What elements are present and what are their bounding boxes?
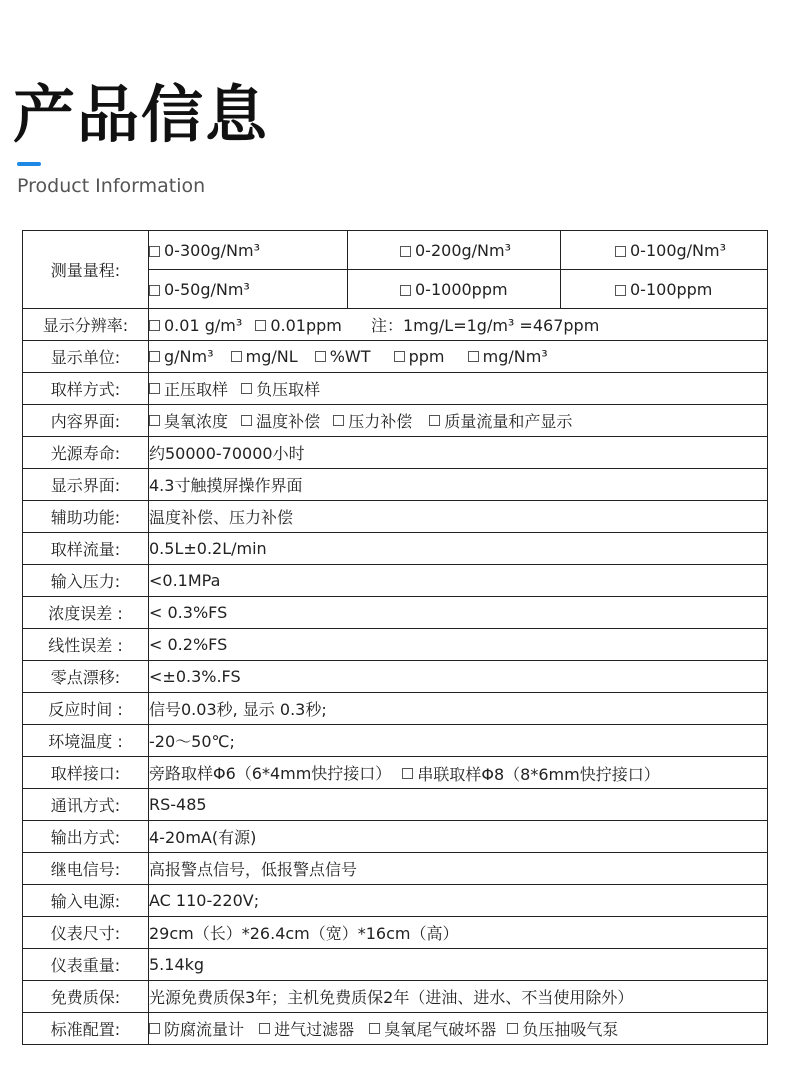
- content-interface-option[interactable]: 温度补偿: [241, 409, 320, 432]
- page-subtitle: Product Information: [17, 175, 206, 197]
- table-row: [23, 405, 768, 437]
- standard-config-option[interactable]: 进气过滤器: [259, 1017, 354, 1040]
- table-row: [23, 693, 768, 725]
- checkbox-icon[interactable]: [402, 768, 413, 779]
- resolution-note: 注：1mg/L=1g/m³ =467ppm: [370, 316, 600, 335]
- table-row: [23, 231, 768, 270]
- table-row: [23, 757, 768, 789]
- resolution-cell: [149, 309, 768, 341]
- range-option[interactable]: 0-300g/Nm³: [149, 231, 348, 270]
- standard-config-option[interactable]: 臭氧尾气破坏器: [369, 1017, 496, 1040]
- table-row: [23, 661, 768, 693]
- row-value: 5.14kg: [149, 949, 768, 981]
- page-title: 产品信息: [13, 78, 270, 151]
- range-option[interactable]: 0-50g/Nm³: [149, 270, 348, 309]
- row-value: < 0.3%FS: [149, 597, 768, 629]
- content-interface-option[interactable]: 压力补偿: [333, 409, 412, 432]
- table-row: [23, 341, 768, 373]
- content-interface-cell: [149, 405, 768, 437]
- checkbox-icon[interactable]: [149, 351, 160, 362]
- table-row: [23, 373, 768, 405]
- checkbox-icon[interactable]: [149, 415, 160, 426]
- table-row: [23, 917, 768, 949]
- sampling-port-option[interactable]: 串联取样Φ8（8*6mm快拧接口）: [402, 762, 659, 785]
- table-row: [23, 1013, 768, 1045]
- unit-option[interactable]: ppm: [394, 347, 445, 366]
- checkbox-icon[interactable]: [369, 1023, 380, 1034]
- checkbox-icon[interactable]: [149, 320, 160, 331]
- row-value: 29cm（长）*26.4cm（宽）*16cm（高）: [149, 917, 768, 949]
- table-row: [23, 469, 768, 501]
- unit-option[interactable]: %WT: [315, 347, 371, 366]
- table-row: [23, 981, 768, 1013]
- unit-cell: [149, 341, 768, 373]
- resolution-option[interactable]: 0.01ppm: [255, 316, 342, 335]
- row-label: 内容界面:: [23, 405, 149, 437]
- row-label: 测量量程:: [23, 231, 149, 309]
- title-accent-bar: [17, 162, 41, 166]
- checkbox-icon[interactable]: [259, 1023, 270, 1034]
- checkbox-icon[interactable]: [149, 1023, 160, 1034]
- table-row: [23, 853, 768, 885]
- checkbox-icon[interactable]: [149, 383, 160, 394]
- row-label: 零点漂移:: [23, 661, 149, 693]
- table-row: [23, 821, 768, 853]
- table-row: [23, 949, 768, 981]
- row-label: 线性误差 :: [23, 629, 149, 661]
- row-value: 4.3寸触摸屏操作界面: [149, 469, 768, 501]
- row-label: 取样方式:: [23, 373, 149, 405]
- row-value: 约50000-70000小时: [149, 437, 768, 469]
- checkbox-icon[interactable]: [241, 415, 252, 426]
- checkbox-icon[interactable]: [400, 246, 411, 257]
- row-label: 光源寿命:: [23, 437, 149, 469]
- table-row: [23, 501, 768, 533]
- row-label: 显示界面:: [23, 469, 149, 501]
- row-value: < 0.2%FS: [149, 629, 768, 661]
- row-label: 输出方式:: [23, 821, 149, 853]
- checkbox-icon[interactable]: [615, 285, 626, 296]
- checkbox-icon[interactable]: [149, 285, 160, 296]
- standard-config-option[interactable]: 防腐流量计: [149, 1017, 244, 1040]
- row-value: RS-485: [149, 789, 768, 821]
- checkbox-icon[interactable]: [241, 383, 252, 394]
- checkbox-icon[interactable]: [429, 415, 440, 426]
- range-option[interactable]: 0-100ppm: [561, 270, 768, 309]
- sampling-method-cell: [149, 373, 768, 405]
- checkbox-icon[interactable]: [400, 285, 411, 296]
- checkbox-icon[interactable]: [507, 1023, 518, 1034]
- row-value: 4-20mA(有源): [149, 821, 768, 853]
- row-value: <0.1MPa: [149, 565, 768, 597]
- sampling-method-option[interactable]: 负压取样: [241, 377, 320, 400]
- content-interface-option[interactable]: 臭氧浓度: [149, 409, 228, 432]
- sampling-port-bypass: 旁路取样Φ6（6*4mm快拧接口）: [149, 763, 392, 783]
- row-label: 输入电源:: [23, 885, 149, 917]
- unit-option[interactable]: g/Nm³: [149, 347, 214, 366]
- row-value: -20～50℃;: [149, 725, 768, 757]
- range-option[interactable]: 0-1000ppm: [348, 270, 561, 309]
- table-row: [23, 725, 768, 757]
- content-interface-option[interactable]: 质量流量和产显示: [429, 409, 572, 432]
- range-option[interactable]: 0-200g/Nm³: [348, 231, 561, 270]
- table-row: [23, 309, 768, 341]
- checkbox-icon[interactable]: [468, 351, 479, 362]
- row-label: 环境温度 :: [23, 725, 149, 757]
- unit-option[interactable]: mg/NL: [231, 347, 298, 366]
- checkbox-icon[interactable]: [255, 320, 266, 331]
- row-label: 仪表尺寸:: [23, 917, 149, 949]
- row-label: 取样接口:: [23, 757, 149, 789]
- row-label: 反应时间 :: [23, 693, 149, 725]
- table-row: [23, 885, 768, 917]
- standard-config-option[interactable]: 负压抽吸气泵: [507, 1017, 618, 1040]
- unit-option[interactable]: mg/Nm³: [468, 347, 548, 366]
- checkbox-icon[interactable]: [149, 246, 160, 257]
- spec-table: [22, 230, 768, 1045]
- table-row: [23, 565, 768, 597]
- row-value: 光源免费质保3年；主机免费质保2年（进油、进水、不当使用除外）: [149, 981, 768, 1013]
- checkbox-icon[interactable]: [615, 246, 626, 257]
- row-value: AC 110-220V;: [149, 885, 768, 917]
- row-label: 继电信号:: [23, 853, 149, 885]
- table-row: [23, 533, 768, 565]
- row-label: 输入压力:: [23, 565, 149, 597]
- row-label: 浓度误差 :: [23, 597, 149, 629]
- row-value: <±0.3%.FS: [149, 661, 768, 693]
- table-row: [23, 789, 768, 821]
- row-label: 辅助功能:: [23, 501, 149, 533]
- sampling-port-cell: [149, 757, 768, 789]
- row-value: 温度补偿、压力补偿: [149, 501, 768, 533]
- table-row: [23, 437, 768, 469]
- row-label: 仪表重量:: [23, 949, 149, 981]
- checkbox-icon[interactable]: [394, 351, 405, 362]
- range-option[interactable]: 0-100g/Nm³: [561, 231, 768, 270]
- row-label: 标准配置:: [23, 1013, 149, 1045]
- row-label: 显示分辨率:: [23, 309, 149, 341]
- sampling-method-option[interactable]: 正压取样: [149, 377, 228, 400]
- checkbox-icon[interactable]: [231, 351, 242, 362]
- row-value: 高报警点信号，低报警点信号: [149, 853, 768, 885]
- checkbox-icon[interactable]: [333, 415, 344, 426]
- row-value: 0.5L±0.2L/min: [149, 533, 768, 565]
- row-label: 通讯方式:: [23, 789, 149, 821]
- row-label: 取样流量:: [23, 533, 149, 565]
- table-row: [23, 629, 768, 661]
- checkbox-icon[interactable]: [315, 351, 326, 362]
- table-row: [23, 597, 768, 629]
- row-value: 信号0.03秒, 显示 0.3秒;: [149, 693, 768, 725]
- row-label: 免费质保:: [23, 981, 149, 1013]
- row-label: 显示单位:: [23, 341, 149, 373]
- resolution-option[interactable]: 0.01 g/m³: [149, 316, 242, 335]
- standard-config-cell: [149, 1013, 768, 1045]
